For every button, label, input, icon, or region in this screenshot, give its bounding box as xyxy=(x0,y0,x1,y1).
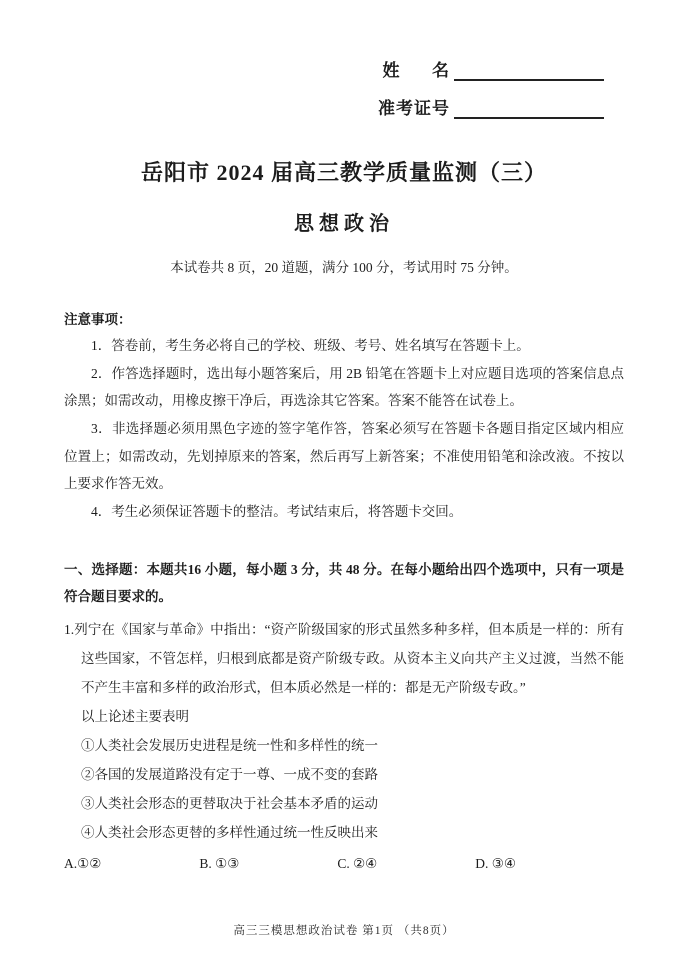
choice-d: D. ③④ xyxy=(475,856,516,872)
header-fill-fields xyxy=(64,56,624,132)
name-label: 姓 名 xyxy=(382,61,450,80)
exam-id-label: 准考证号 xyxy=(378,99,450,118)
page-title: 岳阳市 2024 届高三教学质量监测（三） xyxy=(140,160,547,185)
exam-info-line: 本试卷共 8 页，20 道题，满分 100 分，考试用时 75 分钟。 xyxy=(170,260,518,275)
choice-b: B. ①③ xyxy=(199,856,240,872)
question-1-option-3: ③人类社会形态的更替取决于社会基本矛盾的运动 xyxy=(81,796,378,812)
name-field-row xyxy=(383,56,605,81)
choice-a: A.①② xyxy=(64,856,102,872)
page-footer: 高三三模思想政治试卷 第1页 （共8页） xyxy=(233,925,455,937)
notice-item-1: 1．答卷前，考生务必将自己的学校、班级、考号、姓名填写在答题卡上。 xyxy=(91,338,530,353)
choice-c: C. ②④ xyxy=(337,856,378,872)
notice-item-4: 4．考生必须保证答题卡的整洁。考试结束后，将答题卡交回。 xyxy=(91,504,463,520)
notice-section xyxy=(64,308,624,526)
question-1-option-1: ①人类社会发展历史进程是统一性和多样性的统一 xyxy=(81,738,378,754)
question-1-stem: 1.列宁在《国家与革命》中指出：“资产阶级国家的形式虽然多种多样，但本质是一样的：所有这些国家，不管怎样，归根到底都是资产阶级专政。从资本主义向共产主义过渡，当然不能不产生丰富和多样的政治形式，但本质必然是一样的：都是无产阶级专政。” xyxy=(64,622,624,696)
question-1 xyxy=(64,615,624,878)
subject-title: 思想政治 xyxy=(294,213,394,235)
exam-id-blank-line xyxy=(454,101,604,119)
question-1-option-2: ②各国的发展道路没有定于一尊、一成不变的套路 xyxy=(81,767,378,783)
notice-heading: 注意事项： xyxy=(64,312,132,327)
notice-item-3: 3．非选择题必须用黑色字迹的签字笔作答，答案必须写在答题卡各题目指定区域内相应位置上；如需改动，先划掉原来的答案，然后再写上新答案；不准使用铅笔和涂改液。不按以上要求作答无效。 xyxy=(64,421,624,492)
exam-id-field-row xyxy=(378,94,604,119)
name-blank-line xyxy=(454,63,604,81)
answer-choices-row xyxy=(64,849,516,878)
notice-item-2: 2．作答选择题时，选出每小题答案后，用 2B 铅笔在答题卡上对应题目选项的答案信息点涂黑；如需改动，用橡皮擦干净后，再选涂其它答案。答案不能答在试卷上。 xyxy=(64,365,624,409)
question-1-option-4: ④人类社会形态更替的多样性通过统一性反映出来 xyxy=(81,825,378,841)
section-heading: 一、选择题：本题共16 小题，每小题 3 分，共 48 分。在每小题给出四个选项中，只有一项是符合题目要求的。 xyxy=(64,561,624,605)
question-1-prompt: 以上论述主要表明 xyxy=(81,709,189,725)
